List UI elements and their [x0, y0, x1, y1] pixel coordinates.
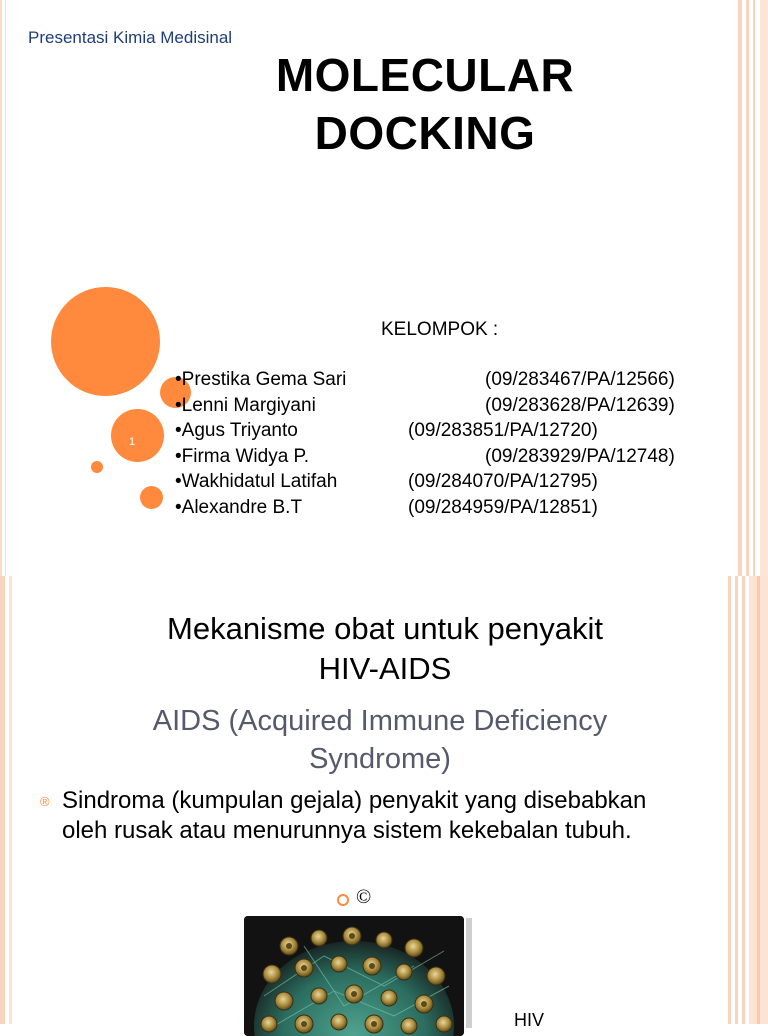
member-name: •Lenni Margiyani — [175, 394, 316, 416]
hiv-virus-illustration — [244, 916, 464, 1036]
medium-circle-decoration — [111, 409, 164, 462]
group-label: KELOMPOK : — [381, 319, 499, 340]
image-caption: HIV — [514, 1010, 545, 1030]
member-id: (09/284959/PA/12851) — [408, 496, 598, 518]
slide-subtitle — [100, 702, 660, 778]
member-id: (09/283467/PA/12566) — [485, 369, 675, 390]
bullet-text: Sindroma (kumpulan gejala) penyakit yang disebabkan oleh rusak atau menurunnya sistem kekebalan tubuh. — [62, 787, 647, 844]
right-stripe-decoration — [728, 576, 768, 1024]
slide-number: 1 — [129, 436, 136, 448]
member-id: (09/283929/PA/12748) — [485, 445, 675, 467]
large-circle-decoration — [51, 287, 160, 396]
presentation-header: Presentasi Kimia Medisinal — [28, 28, 233, 47]
copyright-symbol: © — [356, 886, 372, 908]
image-shadow — [466, 918, 472, 1028]
title-line-1: MOLECULAR — [275, 49, 575, 101]
member-id: (09/283851/PA/12720) — [408, 420, 598, 441]
tiny-circle-decoration — [91, 461, 103, 473]
right-stripe-decoration — [738, 0, 768, 576]
hiv-virus-image — [244, 916, 464, 1036]
left-stripe-decoration — [0, 0, 14, 576]
member-name: •Wakhidatul Latifah — [175, 471, 338, 492]
slide-2 — [0, 576, 768, 1030]
title-line-2: HIV-AIDS — [318, 651, 452, 686]
subtitle-line-1: AIDS (Acquired Immune Deficiency — [152, 705, 608, 737]
member-id: (09/283628/PA/12639) — [485, 394, 675, 416]
member-name: •Agus Triyanto — [175, 420, 298, 441]
title-line-2: DOCKING — [314, 107, 536, 159]
circle-bullet-icon — [337, 894, 349, 906]
member-name: •Alexandre B.T — [175, 496, 303, 518]
member-id: (09/284070/PA/12795) — [408, 471, 598, 492]
left-stripe-decoration — [0, 576, 16, 1024]
small-circle-decoration-2 — [140, 486, 163, 509]
registered-bullet-icon: ® — [40, 794, 50, 809]
subtitle-line-2: Syndrome) — [309, 743, 451, 775]
member-name: •Prestika Gema Sari — [175, 369, 347, 390]
member-name: •Firma Widya P. — [175, 445, 310, 467]
title-line-1: Mekanisme obat untuk penyakit — [167, 611, 603, 646]
slide-title — [230, 46, 620, 162]
slide-title — [100, 609, 670, 689]
